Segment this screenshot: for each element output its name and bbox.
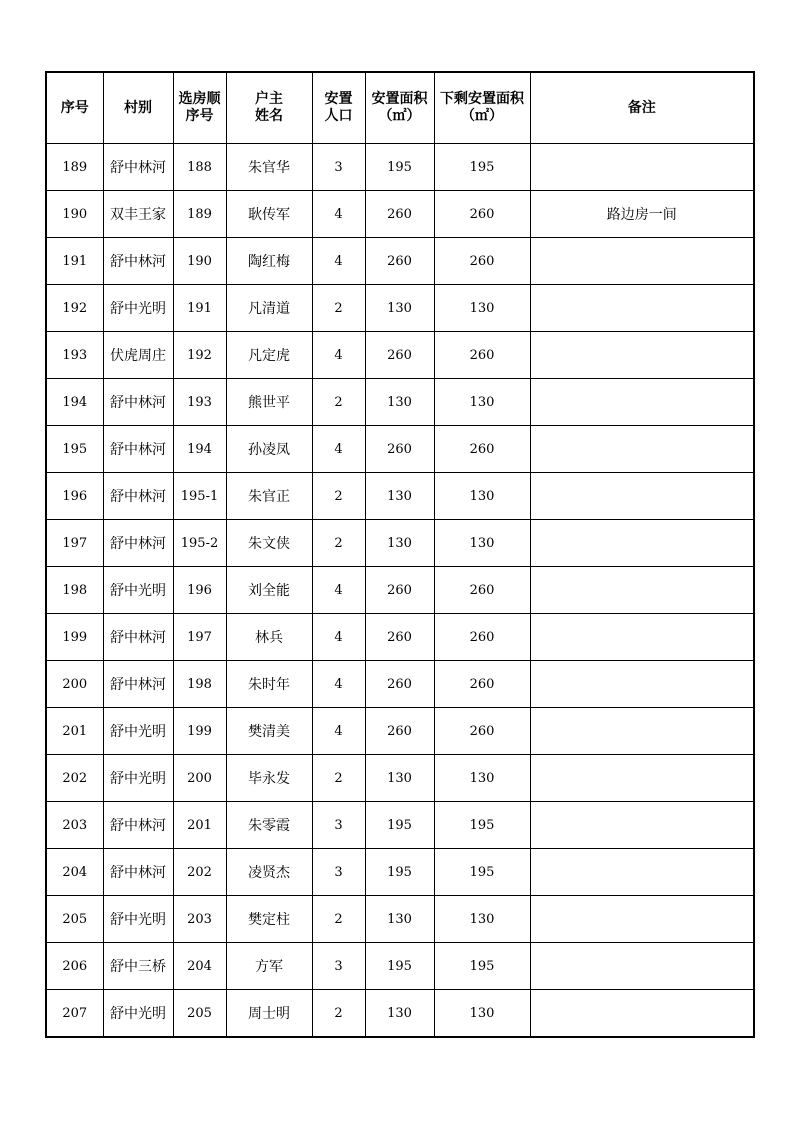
table-row	[46, 332, 754, 379]
cell-selection-order: 203	[173, 896, 226, 943]
cell-resettlement-area: 260	[365, 426, 434, 473]
cell-resettlement-area: 130	[365, 473, 434, 520]
cell-note	[530, 285, 754, 332]
cell-note	[530, 708, 754, 755]
cell-village: 舒中林河	[103, 144, 173, 191]
table-row	[46, 520, 754, 567]
cell-selection-order: 189	[173, 191, 226, 238]
cell-resettled-people: 4	[312, 661, 365, 708]
cell-remaining-area: 260	[434, 708, 530, 755]
cell-village: 舒中光明	[103, 567, 173, 614]
cell-note	[530, 614, 754, 661]
cell-selection-order: 193	[173, 379, 226, 426]
cell-resettled-people: 4	[312, 614, 365, 661]
table-row	[46, 426, 754, 473]
cell-village: 舒中光明	[103, 755, 173, 802]
cell-remaining-area: 195	[434, 849, 530, 896]
cell-owner-name: 凡清道	[226, 285, 312, 332]
cell-selection-order: 188	[173, 144, 226, 191]
cell-village: 舒中林河	[103, 661, 173, 708]
cell-seq: 196	[46, 473, 103, 520]
cell-owner-name: 毕永发	[226, 755, 312, 802]
table-row	[46, 144, 754, 191]
cell-selection-order: 204	[173, 943, 226, 990]
cell-selection-order: 199	[173, 708, 226, 755]
cell-remaining-area: 260	[434, 191, 530, 238]
cell-seq: 199	[46, 614, 103, 661]
cell-note	[530, 332, 754, 379]
cell-village: 伏虎周庄	[103, 332, 173, 379]
cell-village: 舒中光明	[103, 708, 173, 755]
cell-owner-name: 樊定柱	[226, 896, 312, 943]
cell-resettlement-area: 260	[365, 191, 434, 238]
cell-resettled-people: 2	[312, 379, 365, 426]
header-selection-order: 选房顺 序号	[173, 72, 226, 144]
header-row	[46, 72, 754, 144]
cell-resettled-people: 2	[312, 285, 365, 332]
cell-village: 舒中林河	[103, 520, 173, 567]
cell-note	[530, 567, 754, 614]
cell-remaining-area: 195	[434, 943, 530, 990]
table-row	[46, 614, 754, 661]
cell-resettled-people: 2	[312, 520, 365, 567]
cell-village: 舒中林河	[103, 802, 173, 849]
cell-owner-name: 方军	[226, 943, 312, 990]
cell-note	[530, 144, 754, 191]
cell-remaining-area: 130	[434, 896, 530, 943]
cell-owner-name: 樊清美	[226, 708, 312, 755]
table-row	[46, 238, 754, 285]
cell-owner-name: 刘全能	[226, 567, 312, 614]
cell-note: 路边房一间	[530, 191, 754, 238]
cell-resettled-people: 2	[312, 990, 365, 1038]
cell-village: 舒中林河	[103, 849, 173, 896]
table-row	[46, 849, 754, 896]
cell-owner-name: 凡定虎	[226, 332, 312, 379]
cell-note	[530, 473, 754, 520]
cell-village: 舒中林河	[103, 379, 173, 426]
table-row	[46, 567, 754, 614]
cell-village: 舒中林河	[103, 238, 173, 285]
cell-resettlement-area: 130	[365, 896, 434, 943]
cell-seq: 203	[46, 802, 103, 849]
header-seq: 序号	[46, 72, 103, 144]
table-row	[46, 473, 754, 520]
cell-remaining-area: 195	[434, 144, 530, 191]
cell-remaining-area: 130	[434, 755, 530, 802]
cell-note	[530, 520, 754, 567]
cell-note	[530, 426, 754, 473]
cell-resettled-people: 2	[312, 755, 365, 802]
cell-selection-order: 195-2	[173, 520, 226, 567]
header-note: 备注	[530, 72, 754, 144]
cell-resettled-people: 4	[312, 708, 365, 755]
cell-selection-order: 198	[173, 661, 226, 708]
table-row	[46, 802, 754, 849]
table-row	[46, 661, 754, 708]
cell-resettlement-area: 260	[365, 614, 434, 661]
table-row	[46, 990, 754, 1038]
header-resettlement-area: 安置面积 （㎡）	[365, 72, 434, 144]
cell-selection-order: 190	[173, 238, 226, 285]
cell-resettled-people: 3	[312, 144, 365, 191]
cell-note	[530, 802, 754, 849]
cell-village: 舒中林河	[103, 426, 173, 473]
cell-remaining-area: 260	[434, 661, 530, 708]
cell-seq: 189	[46, 144, 103, 191]
cell-seq: 204	[46, 849, 103, 896]
cell-owner-name: 周士明	[226, 990, 312, 1038]
cell-village: 舒中三桥	[103, 943, 173, 990]
cell-resettlement-area: 130	[365, 990, 434, 1038]
cell-seq: 201	[46, 708, 103, 755]
cell-selection-order: 202	[173, 849, 226, 896]
cell-village: 双丰王家	[103, 191, 173, 238]
cell-resettlement-area: 130	[365, 755, 434, 802]
cell-resettlement-area: 195	[365, 802, 434, 849]
cell-note	[530, 238, 754, 285]
cell-village: 舒中光明	[103, 896, 173, 943]
cell-resettled-people: 4	[312, 567, 365, 614]
cell-note	[530, 896, 754, 943]
cell-owner-name: 朱官正	[226, 473, 312, 520]
cell-owner-name: 朱文侠	[226, 520, 312, 567]
cell-remaining-area: 130	[434, 473, 530, 520]
cell-owner-name: 熊世平	[226, 379, 312, 426]
table-row	[46, 896, 754, 943]
cell-seq: 191	[46, 238, 103, 285]
cell-seq: 190	[46, 191, 103, 238]
resettlement-table	[45, 71, 755, 1038]
header-village: 村别	[103, 72, 173, 144]
cell-resettlement-area: 130	[365, 379, 434, 426]
cell-owner-name: 耿传军	[226, 191, 312, 238]
cell-note	[530, 661, 754, 708]
cell-owner-name: 朱零霞	[226, 802, 312, 849]
cell-seq: 206	[46, 943, 103, 990]
cell-note	[530, 943, 754, 990]
table-row	[46, 708, 754, 755]
header-remaining-area: 下剩安置面积 （㎡）	[434, 72, 530, 144]
cell-resettled-people: 3	[312, 849, 365, 896]
table-row	[46, 943, 754, 990]
cell-resettlement-area: 195	[365, 144, 434, 191]
cell-seq: 194	[46, 379, 103, 426]
cell-note	[530, 990, 754, 1038]
cell-resettlement-area: 130	[365, 520, 434, 567]
cell-owner-name: 孙凌凤	[226, 426, 312, 473]
cell-village: 舒中光明	[103, 285, 173, 332]
cell-resettlement-area: 195	[365, 943, 434, 990]
cell-seq: 207	[46, 990, 103, 1038]
table-row	[46, 755, 754, 802]
cell-remaining-area: 260	[434, 238, 530, 285]
cell-seq: 200	[46, 661, 103, 708]
table-row	[46, 191, 754, 238]
cell-owner-name: 林兵	[226, 614, 312, 661]
cell-seq: 197	[46, 520, 103, 567]
cell-village: 舒中光明	[103, 990, 173, 1038]
cell-remaining-area: 130	[434, 990, 530, 1038]
cell-resettlement-area: 195	[365, 849, 434, 896]
cell-selection-order: 205	[173, 990, 226, 1038]
cell-resettled-people: 3	[312, 802, 365, 849]
cell-seq: 192	[46, 285, 103, 332]
cell-resettled-people: 2	[312, 473, 365, 520]
cell-village: 舒中林河	[103, 473, 173, 520]
cell-remaining-area: 260	[434, 426, 530, 473]
cell-remaining-area: 260	[434, 332, 530, 379]
cell-resettled-people: 3	[312, 943, 365, 990]
cell-remaining-area: 130	[434, 285, 530, 332]
cell-selection-order: 194	[173, 426, 226, 473]
cell-owner-name: 凌贤杰	[226, 849, 312, 896]
cell-seq: 202	[46, 755, 103, 802]
cell-resettlement-area: 260	[365, 708, 434, 755]
cell-seq: 205	[46, 896, 103, 943]
cell-resettlement-area: 130	[365, 285, 434, 332]
cell-selection-order: 195-1	[173, 473, 226, 520]
cell-selection-order: 191	[173, 285, 226, 332]
cell-resettled-people: 4	[312, 191, 365, 238]
cell-resettlement-area: 260	[365, 238, 434, 285]
table-body	[46, 144, 754, 1038]
cell-note	[530, 755, 754, 802]
cell-village: 舒中林河	[103, 614, 173, 661]
table-row	[46, 379, 754, 426]
cell-resettlement-area: 260	[365, 661, 434, 708]
cell-resettlement-area: 260	[365, 567, 434, 614]
table-row	[46, 285, 754, 332]
cell-remaining-area: 130	[434, 379, 530, 426]
cell-remaining-area: 195	[434, 802, 530, 849]
cell-owner-name: 陶红梅	[226, 238, 312, 285]
cell-owner-name: 朱官华	[226, 144, 312, 191]
cell-remaining-area: 130	[434, 520, 530, 567]
cell-selection-order: 197	[173, 614, 226, 661]
cell-remaining-area: 260	[434, 614, 530, 661]
cell-remaining-area: 260	[434, 567, 530, 614]
header-resettled-people: 安置 人口	[312, 72, 365, 144]
cell-owner-name: 朱时年	[226, 661, 312, 708]
cell-selection-order: 196	[173, 567, 226, 614]
cell-resettled-people: 4	[312, 238, 365, 285]
cell-seq: 195	[46, 426, 103, 473]
cell-selection-order: 201	[173, 802, 226, 849]
cell-selection-order: 200	[173, 755, 226, 802]
cell-resettled-people: 4	[312, 332, 365, 379]
cell-note	[530, 849, 754, 896]
cell-seq: 193	[46, 332, 103, 379]
cell-resettled-people: 2	[312, 896, 365, 943]
cell-resettled-people: 4	[312, 426, 365, 473]
cell-resettlement-area: 260	[365, 332, 434, 379]
cell-note	[530, 379, 754, 426]
cell-selection-order: 192	[173, 332, 226, 379]
header-owner-name: 户主 姓名	[226, 72, 312, 144]
cell-seq: 198	[46, 567, 103, 614]
